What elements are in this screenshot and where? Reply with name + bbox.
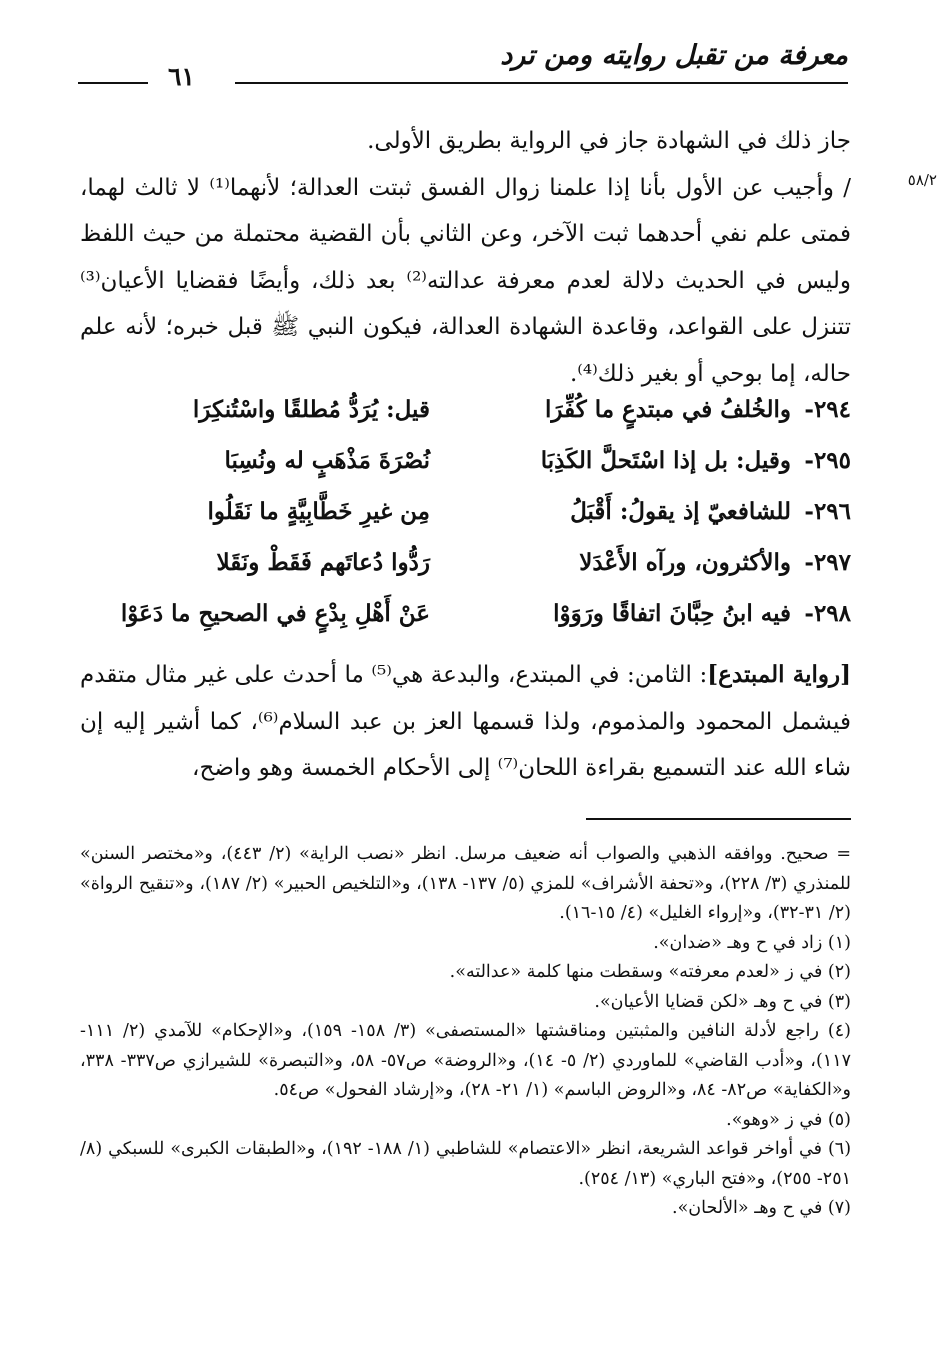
- verse-second-hemistich: رَدُّوا دُعاتَهم فَقَطْ ونَقَلا: [216, 549, 430, 576]
- verse-second-hemistich: مِن غيرِ خَطَّابِيَّةٍ ما نَقَلُوا: [207, 498, 430, 525]
- verse-line: [110, 392, 851, 443]
- margin-page-reference: ٥٨/٢: [907, 171, 937, 189]
- footnote-3: (٣) في ح وهـ «لكن قضايا الأعيان».: [594, 991, 851, 1012]
- footnote-7: (٧) في ح وهـ «الألحان».: [672, 1198, 851, 1218]
- footnote-4: (٤) راجع لأدلة النافين والمثبتين ومناقشتها «المستصفى» (٣/ ١٥٨- ١٥٩)، و«الإحكام» للآمدي (٢/ ١١١- ١١٧)، و«أدب القاضي» للماوردي (٢/ ٥- ١٤)، و«الروضة» ص٥٧- ٥٨، و«التبصرة» للشيرازي ص٣٣٧- ٣٣٨، و«الكفاية» ص٨٢- ٨٤، و«الروض الباسم» (١/ ٢١- ٢٨)، و«إرشاد الفحول» ص٥٤.: [80, 1021, 851, 1100]
- header-rule: [235, 82, 848, 84]
- section-heading: [رواية المبتدع]: [707, 661, 851, 688]
- section-body: : الثامن: في المبتدع، والبدعة هي⁽⁵⁾ ما أحدث على غير مثال متقدم فيشمل المحمود والمذموم، ولذا قسمها العز بن عبد السلام⁽⁶⁾، كما أشير إليه إن شاء الله عند التسميع بقراءة اللحان⁽⁷⁾ إلى الأحكام الخمسة وهو واضح،: [80, 662, 851, 781]
- verse-line: [110, 443, 851, 494]
- footnote-1: (١) زاد في ح وهـ «ضدان».: [653, 932, 851, 953]
- footnote-6: (٦) في أواخر قواعد الشريعة، انظر «الاعتصام» للشاطبي (١/ ١٨٨- ١٩٢)، و«الطبقات الكبرى» للسبكي (٨/ ٢٥١- ٢٥٥)، و«فتح الباري» (١٣/ ٢٥٤).: [80, 1139, 852, 1189]
- verse-first-hemistich: والأكثرون، ورآه الأَعْدَلا: [579, 549, 791, 576]
- verse-line: [110, 494, 851, 545]
- verse-number: ٢٩٧-: [804, 549, 851, 576]
- verse-first-hemistich: للشافعيّ إذ يقولُ: أَقْبَلُ: [570, 498, 791, 525]
- verse-number: ٢٩٥-: [804, 447, 851, 474]
- verse-number: ٢٩٨-: [804, 600, 851, 627]
- section-mubtadi: [80, 652, 851, 792]
- footnotes: [80, 840, 851, 1224]
- verse-line: [110, 545, 851, 596]
- section-paragraph: [80, 652, 851, 792]
- verse-block: [110, 392, 851, 647]
- verse-second-hemistich: قيل: يُرَدُّ مُطلقًا واسْتُنكِرَا: [192, 396, 430, 423]
- footnote-2: (٢) في ز «لعدم معرفته» وسقطت منها كلمة «عدالته».: [449, 962, 851, 982]
- verse-first-hemistich: والخُلفُ في مبتدعٍ ما كُفِّرَا: [545, 396, 791, 423]
- verse-number: ٢٩٤-: [804, 396, 851, 423]
- footnote-continuation: = صحيح. ووافقه الذهبي والصواب أنه ضعيف مرسل. انظر «نصب الراية» (٢/ ٤٤٣)، و«مختصر السنن» للمنذري (٣/ ٢٢٨)، و«تحفة الأشراف» للمزي (٥/ ١٣٧- ١٣٨)، و«التلخيص الحبير» (٢/ ١٨٧)، و«تنقيح الرواة» (٢/ ٣١-٣٢)، و«إرواء الغليل» (٤/ ١٥-١٦).: [80, 844, 852, 923]
- paragraph-1: جاز ذلك في الشهادة جاز في الرواية بطريق الأولى.: [367, 128, 851, 154]
- footnote-separator: [586, 818, 851, 820]
- verse-first-hemistich: فيه ابنُ حِبَّانَ اتفاقًا ورَوَوْا: [553, 600, 791, 627]
- verse-line: [110, 596, 851, 647]
- verse-first-hemistich: وقيل: بل إذا اسْتَحلَّ الكَذِبَا: [540, 447, 791, 474]
- page-number: ٦١: [168, 62, 195, 91]
- main-text: [80, 118, 851, 397]
- page-number-rule: [78, 82, 148, 84]
- paragraph-2: / وأجيب عن الأول بأنا إذا علمنا زوال الفسق ثبتت العدالة؛ لأنهما⁽¹⁾ لا ثالث لهما، فمتى علم نفي أحدهما ثبت الآخر، وعن الثاني بأن القضية محتملة من حيث اللفظ وليس في الحديث دلالة لعدم معرفة عدالته⁽²⁾ بعد ذلك، وأيضًا فقضايا الأعيان⁽³⁾ تتنزل على القواعد، وقاعدة الشهادة العدالة، فيكون النبي ﷺ قبل خبره؛ لأنه علم حاله، إما بوحي أو بغير ذلك⁽⁴⁾.: [80, 174, 851, 387]
- running-title: معرفة من تقبل روايته ومن ترد: [500, 40, 848, 71]
- verse-second-hemistich: نُصْرَةَ مَذْهَبٍ له ونُسِبَا: [224, 447, 430, 474]
- verse-second-hemistich: عَنْ أَهْلِ بِدْعٍ في الصحيحِ ما دَعَوْا: [120, 600, 430, 627]
- footnote-5: (٥) في ز «وهو».: [726, 1109, 851, 1130]
- verse-number: ٢٩٦-: [804, 498, 851, 525]
